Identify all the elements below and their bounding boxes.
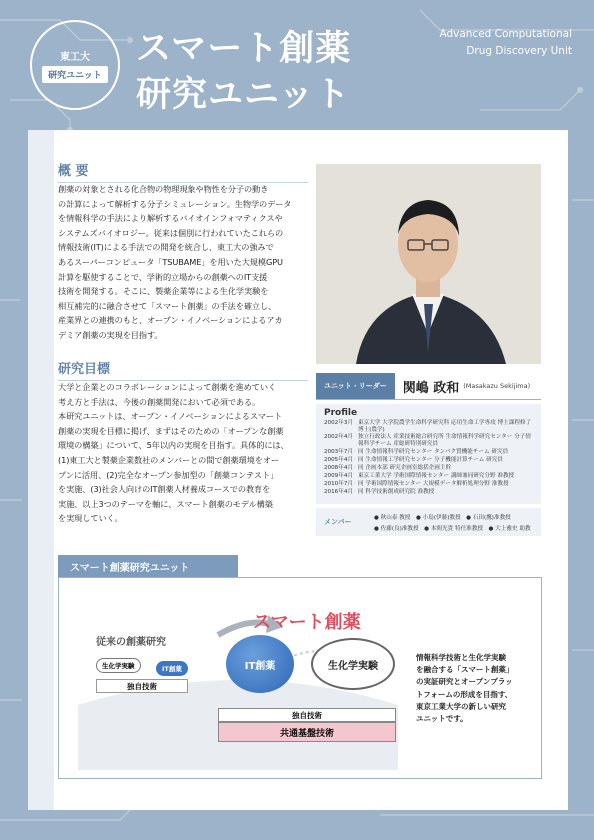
profile-text: 同 生命情報科学研究センター タンパク質機能チーム 研究員 [358, 449, 509, 455]
unit-description-line: の実証研究とオープンプラッ [416, 677, 513, 687]
smart-title: スマート創薬 [253, 612, 361, 633]
profile-text: 東京工業大学 学術国際情報センター 講師兼同研究分野 准教授 [358, 473, 515, 479]
title-line-1: スマート創薬 [136, 29, 352, 69]
profile-row [324, 465, 536, 472]
profile-date: 2010年7月 [324, 481, 353, 487]
page-title [136, 26, 351, 118]
goals-line: を実現していく。 [58, 513, 123, 524]
unit-description [416, 652, 534, 725]
overview-line: 創薬の対象とされる化合物の物理現象や物性を分子の動き [58, 184, 269, 194]
goals-line: 考え方と手法は、今後の創薬開発において必須である。 [58, 396, 261, 407]
goals-line: 創薬の実現を目標に掲げ、まずはそのための「オープンな創薬 [58, 425, 284, 436]
overview-line: 技術を開発する。そこに、製薬企業等による生化学実験を [58, 286, 269, 297]
it-bubble: IT創薬 [226, 635, 294, 693]
profile-date: 2008年4月 [324, 465, 353, 471]
profile-row [324, 473, 536, 480]
biochem-pill: 生化学実験 [96, 658, 141, 673]
goals-line: 実施、以上3つのテーマを軸に、スマート創薬のモデル構築 [58, 498, 273, 509]
profile-text: 東京大学 大学院農学生命科学研究科 応用生命工学専攻 博士課程修了 博士(農学) [358, 420, 532, 433]
members-line-1: ● 秋山泰 教授 ● 小島(伊藤)教授 ● 石田(鷹)准教授 [374, 515, 511, 521]
members-box [316, 508, 541, 536]
title-line-2: 研究ユニット [136, 75, 351, 115]
unit-description-line: トフォームの形成を目指す、 [416, 689, 513, 699]
own-tech-small-box: 独自技術 [96, 679, 188, 693]
unit-section-tab: スマート創薬研究ユニット [58, 555, 238, 577]
profile-date: 2009年4月 [324, 473, 353, 479]
goals-heading: 研究目標 [58, 358, 308, 381]
unit-badge [30, 20, 120, 110]
profile-row [324, 449, 536, 456]
overview-line: 情報技術(IT)による手法での開発を統合し、東工大の強みで [58, 242, 274, 253]
english-title-line-1: Advanced Computational [439, 28, 572, 40]
overview-line: 産業界との連携のもと、オープン・イノベーションによるアカ [58, 315, 283, 326]
profile-row [324, 457, 536, 464]
profile-row [324, 434, 536, 448]
leader-role-label: ユニット・リーダー [316, 373, 395, 399]
unit-description-line: 東京工業大学の新しい研究 [416, 701, 506, 711]
biochem-bubble: 生化学実験 [311, 638, 395, 690]
common-base-box: 共通基盤技術 [218, 722, 396, 742]
profile-row [324, 420, 536, 434]
profile-date: 2002年3月 [324, 420, 353, 426]
portrait-illustration [316, 164, 541, 364]
overview-line: 計算を駆使することで、学術的立場からの創薬へのIT支援 [58, 271, 268, 282]
own-tech-box: 独自技術 [218, 708, 396, 722]
members-label: メンバー [324, 518, 352, 526]
profile-row [324, 481, 536, 488]
overview-line: 相互補完的に融合させて「スマート創薬」の手法を確立し、 [58, 300, 277, 311]
english-title [439, 26, 572, 60]
profile-date: 2016年4月 [324, 489, 353, 495]
goals-line: 本研究ユニットは、オープン・イノベーションによるスマート [58, 411, 283, 422]
profile-date: 2003年7月 [324, 449, 353, 455]
badge-university: 東工大 [60, 51, 90, 63]
leader-bar [316, 373, 541, 400]
english-title-line-2: Drug Discovery Unit [466, 45, 572, 57]
goals-line: 大学と企業とのコラボレーションによって創薬を進めていく [58, 382, 277, 392]
goals-text [58, 380, 313, 526]
profile-text: 同 科学技術創成研究院 准教授 [358, 489, 435, 495]
goals-line: (1)東工大と製薬企業数社のメンバーとの間で創薬環境をオー [58, 454, 279, 465]
overview-text [58, 182, 313, 343]
goals-line: 環境の構築」について、5年以内の実現を目指す。具体的には、 [58, 440, 289, 451]
goals-line: を実施、(3)社会人向けのIT創薬人材養成コースでの教育を [58, 484, 271, 495]
profile-title: Profile [324, 408, 358, 418]
leader-name: 関嶋 政和 [402, 380, 460, 396]
profile-text: 同 企画本部 研究企画室総括企画主幹 [358, 465, 452, 471]
overview-line: あるスーパーコンピュータ「TSUBAME」を用いた大規模GPU [58, 256, 283, 267]
leader-photo [316, 164, 541, 364]
goals-line: プンに活用、(2)完全なオープン参加型の「創薬コンテスト」 [58, 469, 279, 480]
profile-date: 2002年4月 [324, 434, 353, 440]
profile-date: 2005年4月 [324, 457, 353, 463]
left-stripe [28, 130, 54, 810]
overview-heading: 概 要 [58, 160, 308, 183]
overview-line: の計算によって解析する分子シミュレーション。生物学のデータ [58, 198, 292, 209]
unit-description-line: を融合する「スマート創薬」 [416, 665, 514, 675]
content-card [28, 130, 568, 810]
profile-text: 独立行政法人 産業技術総合研究所 生命情報科学研究センター 分子情報科学チーム 産総研特別研究員 [358, 434, 531, 447]
leader-name-roman: (Masakazu Sekijima) [463, 382, 531, 390]
unit-description-line: 情報科学技術と生化学実験 [416, 653, 506, 662]
members-line-2: ● 佐藤(良)准教授 ● 本間光貴 特任准教授 ● 大上雅史 助教 [374, 526, 531, 532]
it-pill: IT創薬 [156, 661, 188, 676]
overview-line: デミア創薬の実現を目指す。 [58, 329, 163, 340]
profile-box [316, 404, 541, 504]
overview-line: を情報科学の手法により解析するバイオインフォマティクスや [58, 213, 283, 224]
profile-row [324, 489, 536, 496]
conventional-label: 従来の創薬研究 [96, 637, 166, 648]
badge-label: 研究ユニット [42, 66, 108, 83]
profile-text: 同 学術国際情報センター 大規模データ解析処理分野 准教授 [358, 481, 509, 487]
unit-description-line: ユニットです。 [416, 714, 468, 724]
profile-text: 同 生命情報工学研究センター 分子機能計算チーム 研究員 [358, 457, 503, 463]
overview-line: システムズバイオロジー。従来は個別に行われていたこれらの [58, 227, 284, 238]
